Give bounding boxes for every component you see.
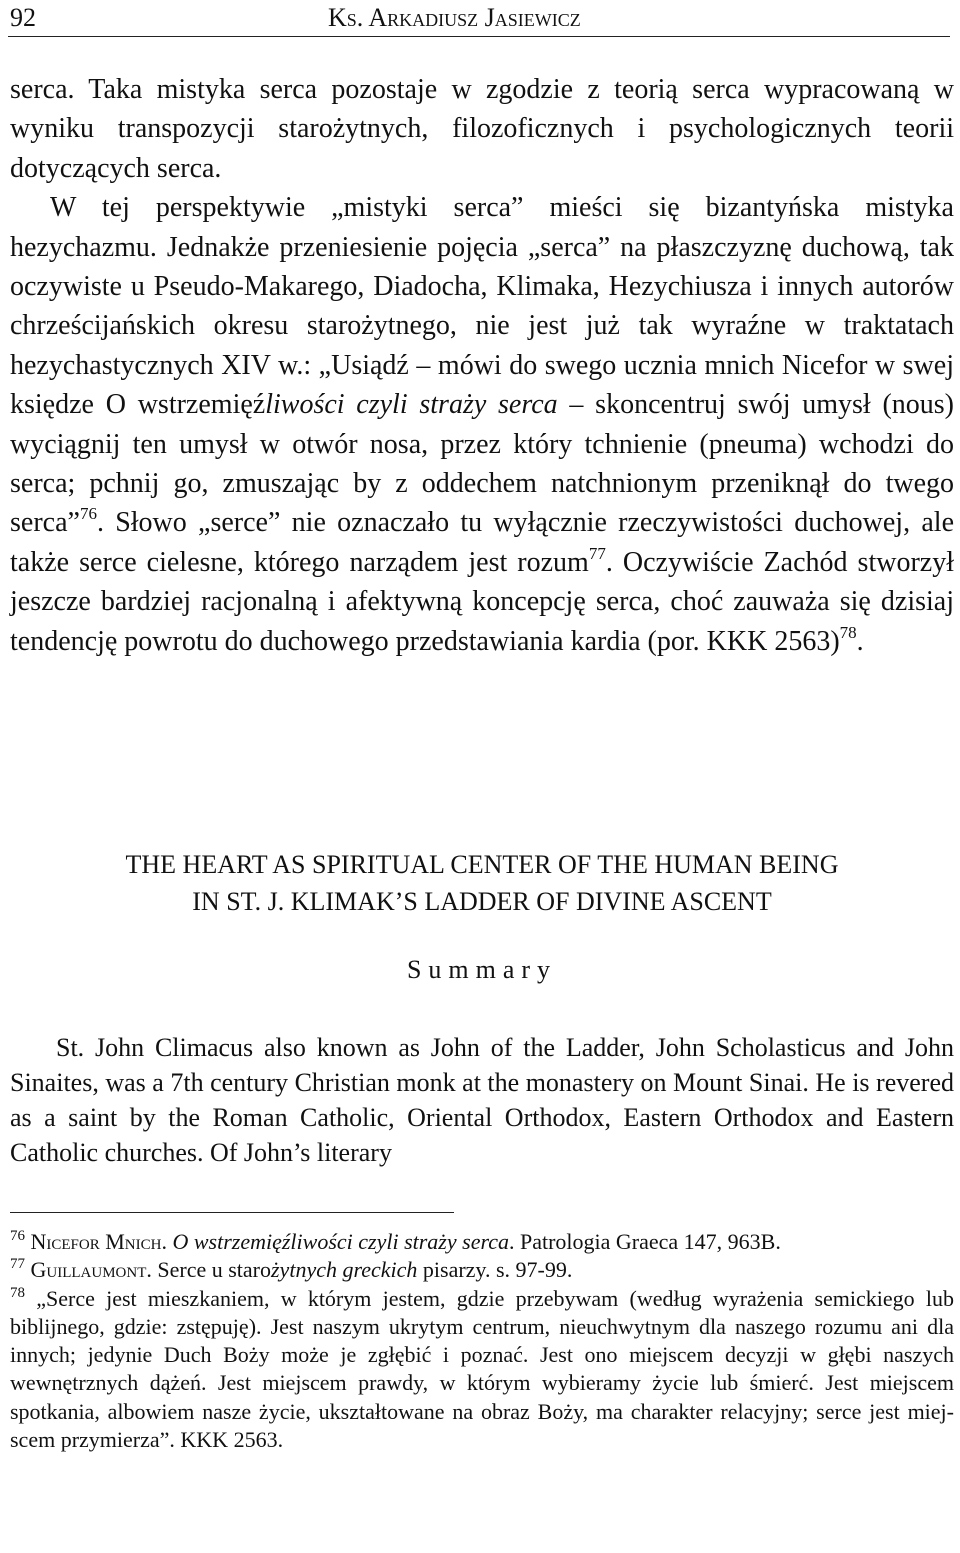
footnote-78 — [10, 1285, 954, 1455]
footnote-77: $^{77}$ Guillaumont. Serce u starożytnych greckich pisarzy. s. 97-99. — [10, 1256, 573, 1283]
summary-body — [10, 1030, 954, 1170]
paragraph-1: serca. Taka mistyka serca pozostaje w zgodzie z teorią serca wypracowaną w wyniku transpozycji starożytnych, filozoficznych i psychologicznych teorii dotyczących serca. — [10, 74, 954, 184]
footnote-ref-77: 77 — [588, 543, 606, 563]
footnote-77-number: 77 — [10, 1256, 25, 1273]
footnotes — [10, 1228, 954, 1454]
footnote-ref-76: 76 — [79, 504, 97, 524]
book-title-italic: liwości czyli straży serca — [265, 389, 558, 421]
footnote-76-author: Nicefor Mnich — [30, 1229, 162, 1254]
footnote-ref-78: 78 — [839, 622, 857, 642]
footnote-76-number: 76 — [10, 1228, 25, 1244]
body-text — [10, 70, 954, 661]
summary-paragraph: St. John Climacus also known as John of the Ladder, John Scholasticus and John Sinaites, was a 7th century Christian monk at the monastery on Mount Sinai. He is revered as a saint by the Roman Catholic, Oriental Orthodox, Eastern Orthodox and Eastern Catholic churches. Of John’s literary — [10, 1033, 954, 1167]
summary-label: Summary — [406, 955, 558, 984]
running-head: Ks. Arkadiusz Jasiewicz — [328, 3, 581, 32]
footnote-divider — [10, 1212, 454, 1213]
page-header — [8, 0, 950, 37]
summary-title — [0, 846, 960, 920]
footnote-78-number: 78 — [10, 1284, 25, 1301]
paragraph-2: W tej perspektywie „mistyki serca” mieści się bizantyńska mistyka hezychazmu. Jednakże przeniesienie pojęcia „serca” na płaszczyznę duchową, tak oczywiste u Pseudo-Makarego, Diadocha, Klimaka, Hezychiusza i innych autorów chrześcijańskich okresu starożytnego, nie jest już tak wyraźne w traktatach hezychastycznych XIV w.: „Usiądź – mówi do swego ucznia mnich Nicefor w swej księdze O wstrzemięźliwości czyli straży serca – skoncentruj swój umysł (nous) wyciągnij ten umysł w otwór nosa, przez który tchnienie (pneuma) wchodzi do serca; pchnij go, zmuszając by z oddechem natchnionym przeniknął do twego serca”$^{76}$. Słowo „serce” nie oznaczało tu wyłącznie rzeczywistości duchowej, ale także serce cielesne, którego narządem jest rozum$^{77}$. Oczywiście Zachód stworzył jeszcze bardziej racjonalną i afektywną koncepcję serca, choć zauważa się dzisiaj tendencję powrotu do duchowego przedstawiania kardia (por. KKK 2563)$^{78}$. — [10, 192, 955, 657]
summary-title-line-2: IN ST. J. KLIMAK’S LADDER OF DIVINE ASCENT — [192, 887, 772, 916]
footnote-77-author: Guillaumont — [30, 1257, 147, 1283]
footnote-78-text: „Serce jest mieszkaniem, w którym jestem, gdzie przebywam (według wyrażenia semickiego lub biblijnego, gdzie: zstępuję). Jest naszym ukrytym centrum, nieuchwytnym dla naszego rozumu ani dla innych; jedynie Duch Boży może je zgłębić i poznać. Jest ono miejscem decyzji w głębi naszych wewnętrznych dążeń. Jest miejscem prawdy, w którym wybieramy życie lub śmierć. Jest miejscem spotkania, albowiem nasze życie, ukształtowane na obraz Boży, ma charakter relacyjny; serce jest miejscem przymierza”. KKK 2563. — [10, 1285, 954, 1453]
footnote-76: $^{76}$ Nicefor Mnich. O wstrzemięźliwości czyli straży serca. Patrologia Graeca 147, 963B. — [10, 1228, 781, 1254]
summary-title-line-1: THE HEART AS SPIRITUAL CENTER OF THE HUMAN BEING — [125, 850, 839, 879]
page-number: 92 — [10, 3, 36, 32]
footnote-76-title: O wstrzemięźliwości czyli straży serca — [172, 1229, 509, 1254]
